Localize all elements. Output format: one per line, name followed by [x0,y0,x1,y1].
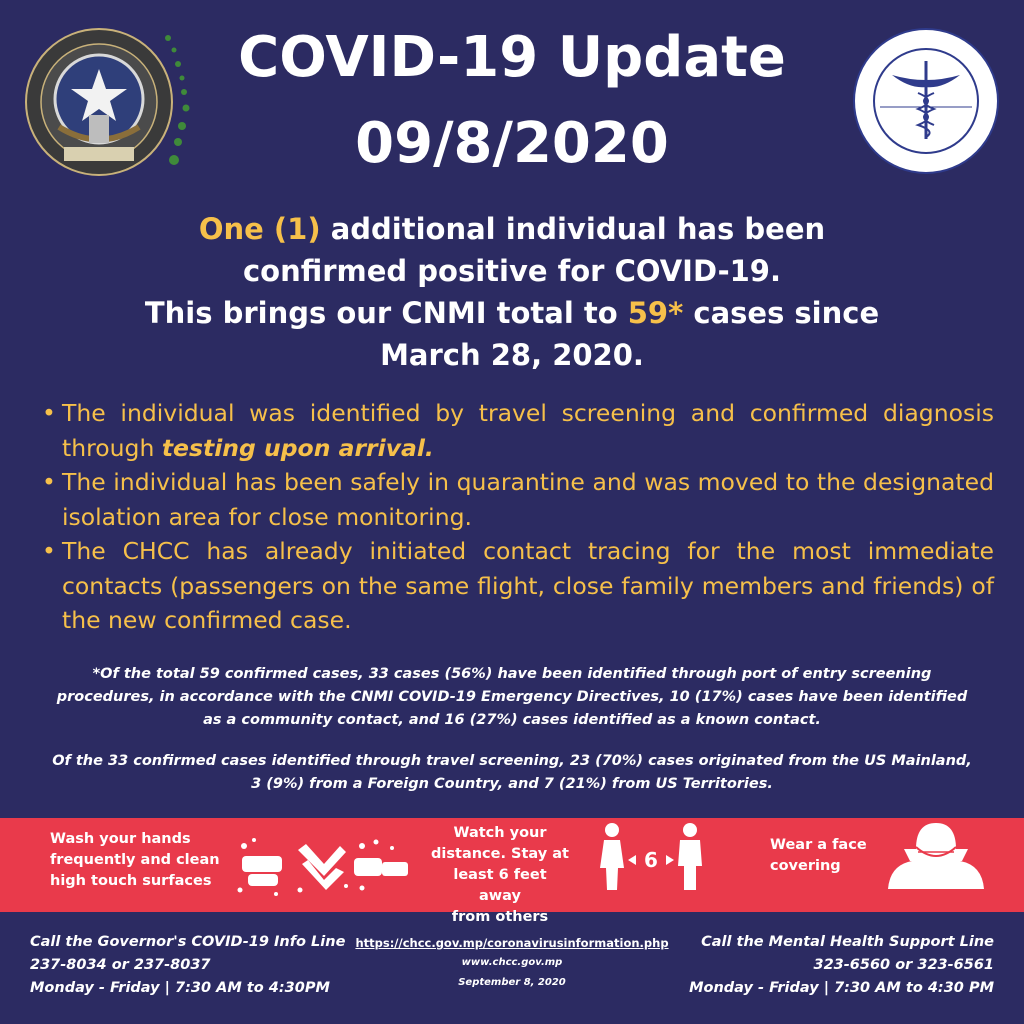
bullet-list [40,396,994,638]
headline-line1: additional individual has been [320,212,826,246]
footer-center [330,933,694,993]
banner-line: high touch surfaces [50,873,212,889]
wash-hands-text [50,829,220,892]
bullet-item [40,534,994,638]
bullet-item [40,465,994,534]
distance-text [430,823,570,928]
footer-line: Call the Governor's COVID-19 Info Line [30,934,346,950]
bullet-emphasis: testing upon arrival. [161,433,434,462]
update-date: 09/8/2020 [355,111,669,176]
headline-line4: March 28, 2020. [380,338,644,372]
footer-line: Monday - Friday | 7:30 AM to 4:30PM [30,980,330,996]
new-case-count: One (1) [198,212,321,246]
footer-date: September 8, 2020 [458,977,566,988]
bullet-item [40,396,994,465]
website: www.chcc.gov.mp [461,957,563,968]
headline-line3-pre: This brings our CNMI total to [144,296,628,330]
total-cases: 59* [627,296,684,330]
mental-health-line [689,931,994,1000]
handwashing-icon [236,834,410,900]
headline-line3-post: cases since [683,296,880,330]
banner-line: covering [770,858,841,874]
governor-info-line [30,931,345,1000]
banner-line: Wash your hands [50,831,191,847]
footer-line: 237-8034 or 237-8037 [30,957,211,973]
footnote-travel-breakdown: Of the 33 confirmed cases identified through travel screening, 23 (70%) cases originated from the US Mainland, 3 (9%) from a Foreign Country, and 7 (21%) from US Territories. [52,753,972,792]
banner-line: Watch your [453,825,547,841]
footer-line: Call the Mental Health Support Line [701,934,994,950]
covid-info-link[interactable]: https://chcc.gov.mp/coronavirusinformation.php [355,936,669,950]
headline-line2: confirmed positive for COVID-19. [242,254,781,288]
chcc-seal [852,27,1000,175]
banner-line: frequently and clean [50,852,220,868]
footer-line: Monday - Friday | 7:30 AM to 4:30 PM [689,980,994,996]
distance-number: 6 [644,848,658,872]
prevention-banner [0,818,1024,925]
bullet-text: The CHCC has already initiated contact tracing for the most immediate contacts (passengers on the same flight, close family members and friends) of the new confirmed case. [62,537,994,634]
footnote-case-breakdown: *Of the total 59 confirmed cases, 33 cases (56%) have been identified through port of entry screening procedures, in accordance with the CNMI COVID-19 Emergency Directives, 10 (17%) cases have been identified as a community contact, and 16 (27%) cases identified as a known contact. [56,666,968,728]
face-covering-text [770,835,867,877]
bullet-text: The individual was identified by travel screening and confirmed diagnosis through [62,399,994,462]
headline [60,208,964,376]
footer-line: 323-6560 or 323-6561 [813,957,994,973]
banner-line: distance. Stay at [431,846,569,862]
social-distance-icon [600,822,704,894]
page-title: COVID-19 Update [238,25,786,90]
banner-line: Wear a face [770,837,867,853]
face-mask-icon [888,821,984,891]
banner-line: from others [451,909,549,925]
banner-line: least 6 feet away [453,867,547,904]
bullet-text: The individual has been safely in quarantine and was moved to the designated isolation area for close monitoring. [62,468,994,531]
